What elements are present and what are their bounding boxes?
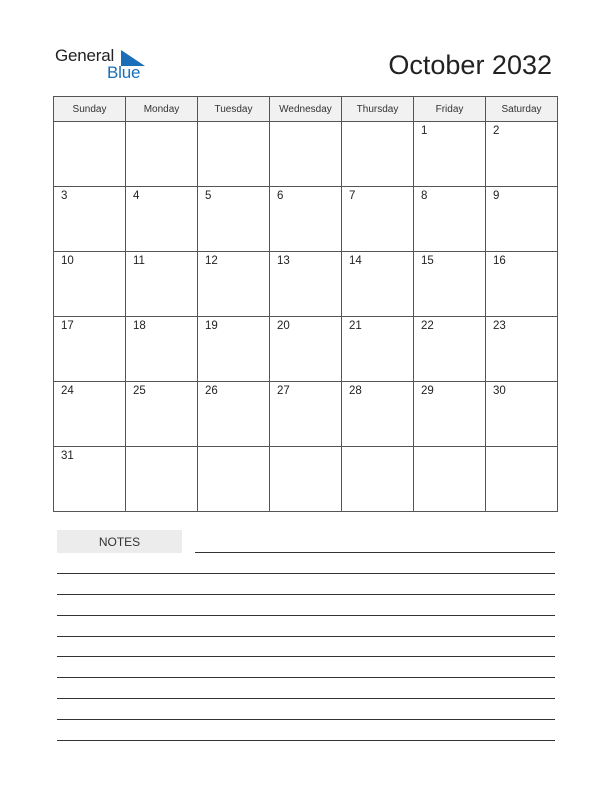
day-number: 26 (205, 385, 218, 397)
weekday-header: Thursday (342, 97, 414, 122)
day-number: 28 (349, 385, 362, 397)
notes-line (57, 719, 555, 720)
day-cell (126, 122, 198, 187)
notes-line (57, 740, 555, 741)
logo-word-blue: Blue (107, 63, 141, 82)
day-number: 18 (133, 320, 146, 332)
day-cell (198, 447, 270, 512)
day-cell (486, 317, 558, 382)
week-row (54, 447, 558, 512)
day-number: 8 (421, 190, 428, 202)
day-number: 19 (205, 320, 218, 332)
weekday-header: Wednesday (270, 97, 342, 122)
day-number: 6 (277, 190, 284, 202)
day-cell (54, 382, 126, 447)
day-cell (486, 122, 558, 187)
day-number: 17 (61, 320, 74, 332)
day-cell (342, 252, 414, 317)
day-cell (414, 317, 486, 382)
day-cell (198, 122, 270, 187)
notes-line (57, 573, 555, 574)
day-number (126, 122, 197, 125)
week-row (54, 382, 558, 447)
day-cell (342, 382, 414, 447)
notes-line (195, 552, 555, 553)
day-cell (126, 382, 198, 447)
day-number: 20 (277, 320, 290, 332)
day-cell (486, 252, 558, 317)
day-number (198, 122, 269, 125)
day-cell (126, 317, 198, 382)
day-cell (270, 447, 342, 512)
day-cell (198, 187, 270, 252)
day-number: 5 (205, 190, 212, 202)
day-cell (198, 382, 270, 447)
day-number (54, 122, 125, 125)
day-cell (342, 317, 414, 382)
day-cell (54, 122, 126, 187)
day-cell (270, 382, 342, 447)
day-number: 4 (133, 190, 140, 202)
week-row (54, 122, 558, 187)
weekday-header-row (54, 97, 558, 122)
day-number: 31 (61, 450, 74, 462)
logo-word-general: General (55, 46, 115, 65)
notes-line (57, 636, 555, 637)
notes-line (57, 615, 555, 616)
day-cell (342, 447, 414, 512)
notes-line (57, 594, 555, 595)
day-number: 2 (493, 125, 500, 137)
day-cell (126, 187, 198, 252)
day-number: 10 (61, 255, 74, 267)
day-number: 30 (493, 385, 506, 397)
day-number: 27 (277, 385, 290, 397)
day-number: 22 (421, 320, 434, 332)
day-cell (54, 447, 126, 512)
day-number (342, 447, 413, 450)
day-number (198, 447, 269, 450)
day-cell (270, 122, 342, 187)
day-number (270, 122, 341, 125)
week-row (54, 252, 558, 317)
week-row (54, 317, 558, 382)
day-number: 15 (421, 255, 434, 267)
day-number (126, 447, 197, 450)
day-number (270, 447, 341, 450)
day-cell (414, 187, 486, 252)
day-number: 21 (349, 320, 362, 332)
notes-line (57, 677, 555, 678)
day-number (414, 447, 485, 450)
day-cell (198, 317, 270, 382)
day-number (486, 447, 557, 450)
day-cell (54, 317, 126, 382)
notes-line (57, 698, 555, 699)
day-cell (414, 447, 486, 512)
day-cell (270, 252, 342, 317)
day-cell (414, 382, 486, 447)
day-cell (342, 187, 414, 252)
day-cell (198, 252, 270, 317)
weekday-header: Friday (414, 97, 486, 122)
day-cell (54, 187, 126, 252)
notes-label: NOTES (57, 530, 182, 553)
day-number: 16 (493, 255, 506, 267)
day-number: 11 (133, 255, 145, 267)
weekday-header: Tuesday (198, 97, 270, 122)
day-cell (270, 187, 342, 252)
day-cell (486, 382, 558, 447)
day-cell (54, 252, 126, 317)
week-row (54, 187, 558, 252)
calendar-grid (53, 96, 558, 512)
day-number: 12 (205, 255, 218, 267)
weekday-header: Monday (126, 97, 198, 122)
day-cell (342, 122, 414, 187)
day-cell (414, 122, 486, 187)
day-number: 29 (421, 385, 434, 397)
day-number: 1 (421, 125, 428, 137)
day-number (342, 122, 413, 125)
brand-logo (55, 46, 155, 86)
weekday-header: Saturday (486, 97, 558, 122)
day-cell (126, 252, 198, 317)
day-cell (486, 447, 558, 512)
day-number: 25 (133, 385, 146, 397)
notes-line (57, 656, 555, 657)
day-number: 9 (493, 190, 500, 202)
day-cell (414, 252, 486, 317)
day-number: 14 (349, 255, 362, 267)
day-number: 7 (349, 190, 356, 202)
day-cell (126, 447, 198, 512)
day-number: 23 (493, 320, 506, 332)
day-cell (486, 187, 558, 252)
page-title: October 2032 (388, 50, 552, 80)
weekday-header: Sunday (54, 97, 126, 122)
day-cell (270, 317, 342, 382)
day-number: 13 (277, 255, 290, 267)
day-number: 24 (61, 385, 74, 397)
day-number: 3 (61, 190, 68, 202)
